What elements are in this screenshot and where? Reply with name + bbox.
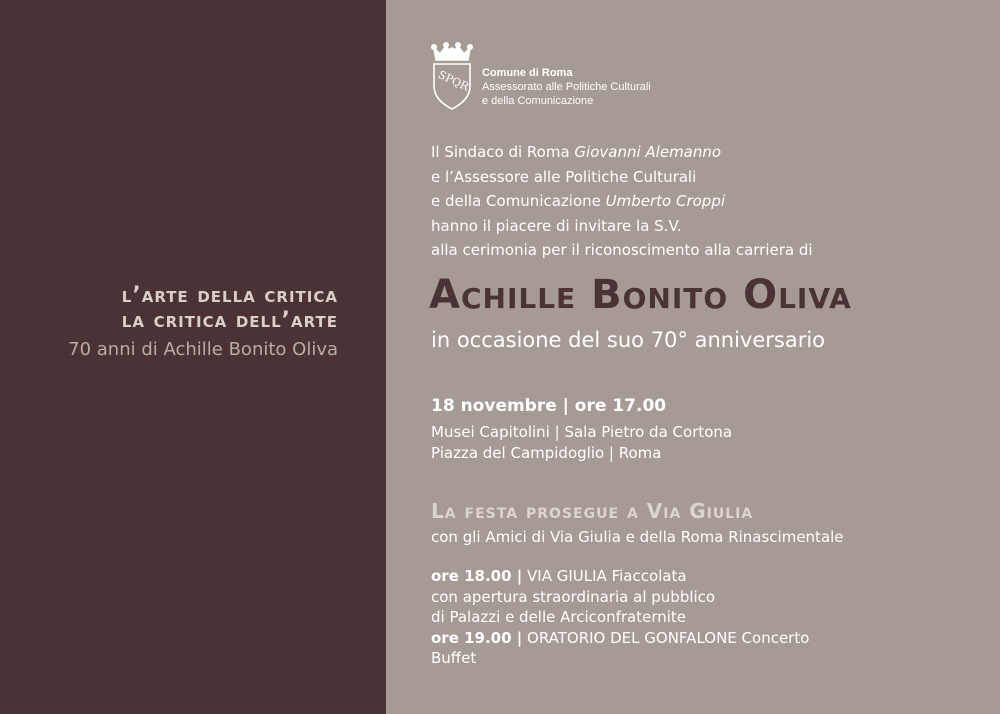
programme-item1-line2: con apertura straordinaria al pubblico — [431, 587, 716, 606]
intro-line3a: e della Comunicazione — [431, 192, 606, 210]
spqr-crest-icon — [428, 42, 476, 112]
right-panel — [386, 0, 1000, 714]
intro-line4: hanno il piacere di invitare la S.V. — [431, 216, 682, 235]
festa-subheading: con gli Amici di Via Giulia e della Roma Rinascimentale — [431, 528, 844, 546]
assessor-name: Umberto Croppi — [605, 192, 726, 210]
programme-item1: VIA GIULIA Fiaccolata — [522, 567, 687, 585]
department-line2: e della Comunicazione — [482, 95, 594, 107]
left-panel — [0, 0, 386, 714]
programme-item2: ORATORIO DEL GONFALONE Concerto — [522, 628, 810, 647]
svg-text:SPQR: SPQR — [436, 68, 471, 94]
programme-time2: ore 19.00 | — [431, 628, 523, 647]
venue-line2: Piazza del Campidoglio | Roma — [431, 444, 662, 462]
exhibition-title-line1: l’arte della critica — [121, 283, 338, 308]
intro-line1a: Il Sindaco di Roma — [431, 143, 575, 161]
intro-line2: e l’Assessore alle Politiche Culturali — [431, 167, 697, 186]
programme-item3: Buffet — [431, 649, 477, 667]
exhibition-title-block — [68, 283, 338, 365]
programme-item1-line3: di Palazzi e delle Arciconfraternite — [431, 608, 687, 626]
exhibition-title-line2: la critica dell’arte — [121, 308, 338, 333]
programme — [431, 566, 809, 669]
programme-time1: ore 18.00 | — [431, 567, 523, 585]
event-venue — [431, 414, 732, 464]
invitation-intro — [431, 140, 813, 263]
intro-line5: alla cerimonia per il riconoscimento alla carriera di — [431, 241, 813, 259]
honoree-occasion: in occasione del suo 70° anniversario — [431, 328, 826, 352]
institution-name: Comune di Roma — [482, 67, 573, 79]
event-date-time: 18 novembre | ore 17.00 — [431, 396, 667, 416]
exhibition-subtitle: 70 anni di Achille Bonito Oliva — [68, 339, 338, 360]
festa-heading: La festa prosegue a Via Giulia — [431, 499, 754, 523]
mayor-name: Giovanni Alemanno — [574, 143, 722, 161]
venue-line1: Musei Capitolini | Sala Pietro da Cortona — [431, 423, 733, 441]
institution-block — [482, 66, 651, 108]
honoree-name: Achille Bonito Oliva — [429, 272, 852, 318]
department-line1: Assessorato alle Politiche Culturali — [482, 81, 651, 93]
